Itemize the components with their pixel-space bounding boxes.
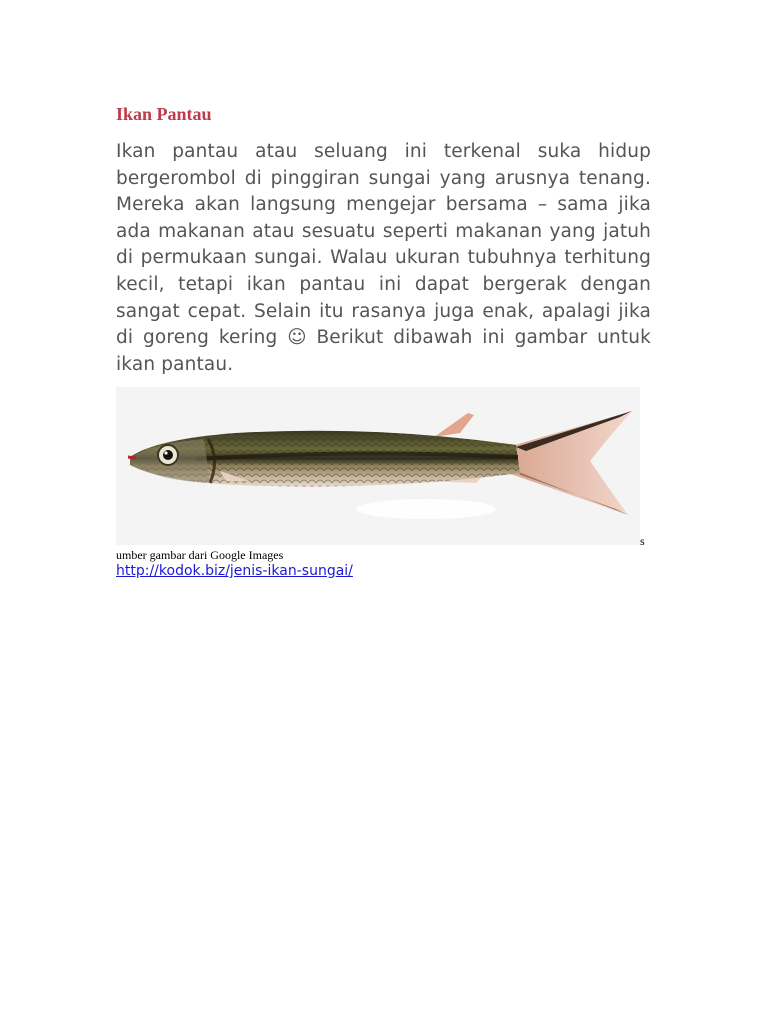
source-link[interactable]: http://kodok.biz/jenis-ikan-sungai/ bbox=[116, 563, 353, 579]
fish-image bbox=[116, 387, 640, 545]
image-source-caption: umber gambar dari Google Images bbox=[116, 548, 284, 562]
fish-illustration bbox=[116, 387, 640, 545]
caption-initial: s bbox=[640, 534, 645, 548]
article-heading: Ikan Pantau bbox=[116, 104, 212, 124]
article-paragraph: Ikan pantau atau seluang ini terkenal suka hidup bergerombol di pinggiran sungai yang arusnya tenang. Mereka akan langsung mengejar bersama – sama jika ada makanan atau sesuatu seperti makanan yang jatuh di permukaan sungai. Walau ukuran tubuhnya terhitung kecil, tetapi ikan pantau ini dapat bergerak dengan sangat cepat. Selain itu rasanya juga enak, apalagi jika di goreng kering ☺ Berikut dibawah ini gambar untuk ikan pantau. bbox=[116, 141, 651, 375]
